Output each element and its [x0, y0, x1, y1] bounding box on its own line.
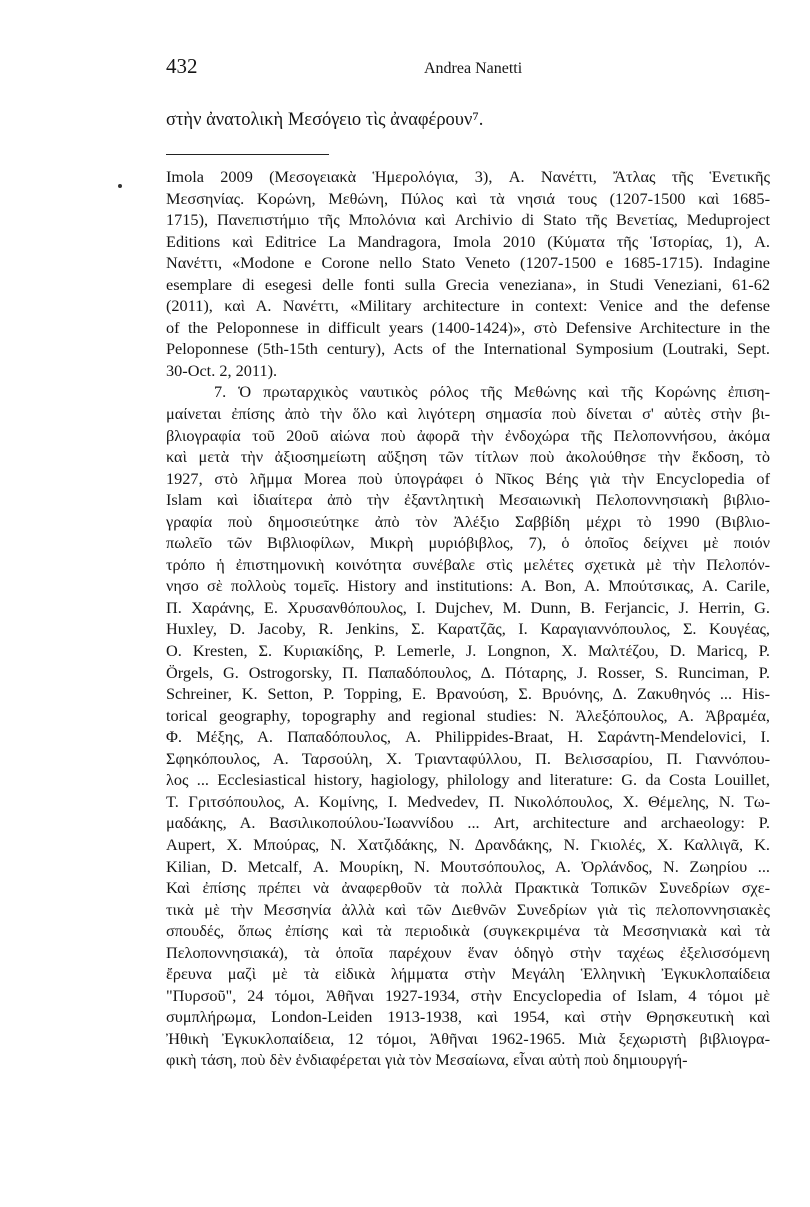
footnote-line: Islam καὶ ἰδιαίτερα ἀπὸ τὴν ἐξαντλητικὴ Μεσαιωνικὴ Πελοποννησιακὴ βιβλιο-: [166, 490, 770, 510]
footnote-line: Τ. Γριτσόπουλος, Α. Κομίνης, I. Medvedev, Π. Νικολόπουλος, Χ. Θέμελης, Ν. Τω-: [166, 791, 770, 811]
footnote-line: τικὰ μὲ τὴν Μεσσηνία ἀλλὰ καὶ τῶν Διεθνῶν Συνεδρίων γιὰ τὶς πελοποννησιακὲς: [166, 899, 770, 919]
footnote-line: πωλεῖο τῶν Βιβλιοφίλων, Μικρὴ μυριόβιβλος, 7), ὁ ὁποῖος δείχνει μὲ ποιόν: [166, 533, 770, 553]
footnote-line: Örgels, G. Ostrogorsky, Π. Παπαδόπουλος, Δ. Πόταρης, J. Rosser, S. Runciman, P.: [166, 662, 770, 682]
footnote-line: Σφηκόπουλος, Α. Ταρσούλη, Χ. Τριανταφύλλου, Π. Βελισσαρίου, Π. Γιαννόπου-: [166, 748, 770, 768]
footnote-line: 7. Ὁ πρωταρχικὸς ναυτικὸς ρόλος τῆς Μεθώνης καὶ τῆς Κορώνης ἐπιση-: [214, 382, 770, 402]
margin-mark: [118, 184, 122, 188]
footnote-line: Peloponnese (5th-15th century), Acts of the International Symposium (Loutraki, Sept.: [166, 339, 770, 359]
footnote-line: "Πυρσοῦ", 24 τόμοι, Ἀθῆναι 1927-1934, στὴν Encyclopedia of Islam, 4 τόμοι μὲ: [166, 985, 770, 1005]
footnote-line: Editions καὶ Editrice La Mandragora, Imola 2010 (Κύματα τῆς Ἱστορίας, 1), Α.: [166, 231, 770, 251]
footnote-line: Πελοποννησιακά), τὰ ὁποῖα παρέχουν ἕναν ὁδηγὸ στὴν ταχέως ἐξελισσόμενη: [166, 942, 770, 962]
footnote-line: (2011), καὶ Α. Νανέττι, «Military architecture in context: Venice and the defense: [166, 296, 770, 316]
footnote-line: 1715), Πανεπιστήμιο τῆς Μπολόνια καὶ Archivio di Stato τῆς Βενετίας, Meduproject: [166, 210, 770, 230]
footnote-line: Καὶ ἐπίσης πρέπει νὰ ἀναφερθοῦν τὰ πολλὰ Πρακτικὰ Τοπικῶν Συνεδρίων σχε-: [166, 878, 770, 898]
footnote-line: 30-Oct. 2, 2011).: [166, 360, 278, 380]
footnote-separator-rule: [166, 154, 329, 155]
footnote-line: Π. Χαράνης, Ε. Χρυσανθόπουλος, I. Dujchev, M. Dunn, B. Ferjancic, J. Herrin, G.: [166, 597, 770, 617]
footnote-line: of the Peloponnese in difficult years (1400-1424)», στὸ Defensive Architecture in the: [166, 317, 770, 337]
footnote-line: Νανέττι, «Modone e Corone nello Stato Veneto (1207-1500 e 1685-1715). Indagine: [166, 253, 770, 273]
footnotes-block: [166, 166, 770, 1071]
footnote-line: βλιογραφία τοῦ 20οῦ αἰώνα ποὺ ἀφορᾶ τὴν ἐνδοχώρα τῆς Πελοποννήσου, ἀκόμα: [166, 425, 770, 445]
footnote-line: Imola 2009 (Μεσογειακὰ Ἡμερολόγια, 3), Α. Νανέττι, Ἄτλας τῆς Ἑνετικῆς: [166, 167, 770, 186]
footnote-line: συμπλήρωμα, London-Leiden 1913-1938, καὶ 1954, καὶ στὴν Θρησκευτικὴ καὶ: [166, 1007, 770, 1027]
footnote-line: μαίνεται ἐπίσης ἀπὸ τὴν ὅλο καὶ λιγότερη σημασία ποὺ δίνεται σ' αὐτὲς στὴν βι-: [166, 404, 770, 424]
footnote-line: Μεσσηνίας. Κορώνη, Μεθώνη, Πύλος καὶ τὰ νησιά τους (1207-1500 καὶ 1685-: [166, 188, 770, 208]
footnote-line: λος ... Ecclesiastical history, hagiology, philology and literature: G. da Costa Louillet,: [166, 770, 770, 790]
footnote-7: [166, 381, 770, 1071]
body-text-continuation: στὴν ἀνατολικὴ Μεσόγειο τὶς ἀναφέρουν⁷.: [166, 110, 484, 130]
footnote-line: esemplare di esegesi delle fonti sulla Grecia veneziana», in Studi Veneziani, 61-62: [166, 274, 770, 294]
footnote-line: ἔρευνα μαζὶ μὲ τὰ εἰδικὰ λήμματα στὴν Μεγάλη Ἑλληνικὴ Ἐγκυκλοπαίδεια: [166, 964, 770, 984]
footnote-line: Aupert, Χ. Μπούρας, Ν. Χατζιδάκης, Ν. Δρανδάκης, Ν. Γκιολές, Χ. Καλλιγᾶ, K.: [166, 834, 770, 854]
footnote-line: νησο σὲ πολλοὺς τομεῖς. History and institutions: A. Bon, Α. Μπούτσικας, A. Carile,: [166, 576, 770, 596]
footnote-line: O. Kresten, Σ. Κυριακίδης, P. Lemerle, J. Longnon, Χ. Μαλτέζου, D. Maricq, P.: [166, 641, 770, 661]
footnote-line: γραφία ποὺ δημοσιεύτηκε ἀπὸ τὸν Ἀλέξιο Σαββίδη μέχρι τὸ 1990 (Βιβλιο-: [166, 511, 770, 531]
footnote-line: φικὴ τάση, ποὺ δὲν ἐνδιαφέρεται γιὰ τὸν Μεσαίωνα, εἶναι αὐτὴ ποὺ δημιουργή-: [166, 1050, 688, 1070]
running-head-author: Andrea Nanetti: [424, 60, 523, 77]
page-number: 432: [166, 54, 198, 78]
footnote-line: Ἠθικὴ Ἐγκυκλοπαίδεια, 12 τόμοι, Ἀθῆναι 1962-1965. Μιὰ ξεχωριστὴ βιβλιογρα-: [166, 1028, 770, 1048]
footnote-line: Kilian, D. Metcalf, Α. Μουρίκη, Ν. Μουτσόπουλος, Α. Ὀρλάνδος, Ν. Ζωηρίου ...: [166, 856, 770, 876]
running-header: [166, 54, 770, 84]
footnote-6: [166, 166, 770, 381]
footnote-line: Φ. Μέξης, Α. Παπαδόπουλος, A. Philippides-Braat, Η. Σαράντη-Mendelovici, Ι.: [166, 727, 770, 747]
footnote-line: Schreiner, K. Setton, P. Topping, Ε. Βρανούση, Σ. Βρυόνης, Δ. Ζακυθηνός ... His-: [166, 684, 770, 704]
footnote-line: Huxley, D. Jacoby, R. Jenkins, Σ. Καρατζᾶς, Ι. Καραγιαννόπουλος, Σ. Κουγέας,: [166, 619, 770, 639]
footnote-line: torical geography, topography and regional studies: Ν. Ἀλεξόπουλος, Α. Ἀβραμέα,: [166, 705, 770, 725]
footnote-line: μαδάκης, Α. Βασιλικοπούλου-Ἰωαννίδου ... Art, architecture and archaeology: P.: [166, 813, 770, 833]
footnote-line: τρόπο ἡ ἐπιστημονικὴ κοινότητα συνέβαλε στὶς μελέτες σχετικὰ μὲ τὴν Πελοπόν-: [166, 554, 770, 574]
footnote-line: σπουδές, ὅπως ἐπίσης καὶ τὰ περιοδικὰ (συγκεκριμένα τὰ Μεσσηνιακὰ καὶ τὰ: [166, 921, 770, 941]
footnote-line: 1927, στὸ λῆμμα Morea ποὺ ὑπογράφει ὁ Νῖκος Βέης γιὰ τὴν Encyclopedia of: [166, 468, 770, 488]
footnote-line: καὶ μετὰ τὴν ἀξιοσημείωτη αὔξηση τῶν τίτλων ποὺ ἀκολούθησε τὴν ἔκδοση, τὸ: [166, 447, 770, 467]
